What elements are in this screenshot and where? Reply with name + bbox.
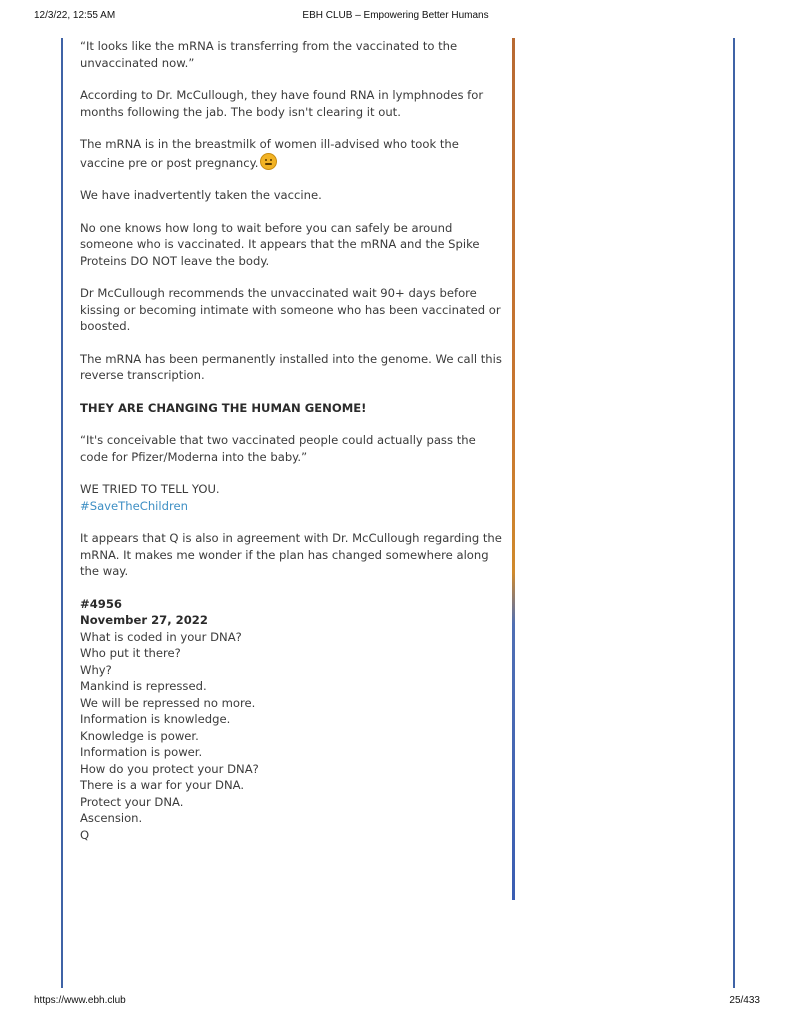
post-paragraph: “It looks like the mRNA is transferring from the vaccinated to the unvaccinated now.” [80, 39, 458, 70]
left-border-line [61, 38, 63, 988]
q-drop [80, 596, 505, 844]
worried-face-emoji-icon [260, 153, 277, 170]
q-drop-line: How do you protect your DNA? [80, 761, 259, 776]
q-drop-line: Why? [80, 662, 112, 677]
page-title: EBH CLUB – Empowering Better Humans [302, 10, 489, 21]
page-number: 25/433 [729, 995, 760, 1006]
post-paragraph: We have inadvertently taken the vaccine. [80, 188, 322, 202]
post-paragraph [80, 136, 505, 171]
q-drop-line: What is coded in your DNA? [80, 629, 242, 644]
post-paragraph: It appears that Q is also in agreement with Dr. McCullough regarding the mRNA. It makes me wonder if the plan has changed somewhere along the way. [80, 531, 502, 578]
q-drop-line: Ascension. [80, 811, 143, 825]
right-border-line [733, 38, 735, 988]
post-text: WE TRIED TO TELL YOU. [80, 482, 220, 496]
q-drop-line: Mankind is repressed. [80, 679, 207, 693]
q-drop-line: Q [80, 827, 90, 842]
q-drop-line: There is a war for your DNA. [80, 778, 245, 792]
q-drop-line: Who put it there? [80, 646, 181, 660]
q-drop-number: #4956 [80, 596, 122, 611]
q-drop-line: We will be repressed no more. [80, 695, 256, 710]
q-drop-date: November 27, 2022 [80, 613, 208, 627]
post-paragraph: The mRNA has been permanently installed into the genome. We call this reverse transcription. [80, 351, 502, 382]
post-text: The mRNA is in the breastmilk of women ill-advised who took the vaccine pre or post pregnancy. [80, 137, 459, 170]
post-paragraph: No one knows how long to wait before you can safely be around someone who is vaccinated. It appears that the mRNA and the Spike Proteins DO NOT leave the body. [80, 220, 480, 268]
post-body [80, 38, 505, 843]
hashtag-link[interactable]: #SaveTheChildren [80, 498, 188, 513]
footer-url: https://www.ebh.club [34, 995, 126, 1006]
post-paragraph: Dr McCullough recommends the unvaccinated wait 90+ days before kissing or becoming intimate with someone who has been vaccinated or boosted. [80, 286, 501, 333]
post-paragraph [80, 481, 505, 514]
q-drop-lines [80, 629, 505, 844]
post-heading: THEY ARE CHANGING THE HUMAN GENOME! [80, 400, 367, 415]
q-drop-line: Information is power. [80, 745, 203, 759]
post-paragraph: “It's conceivable that two vaccinated people could actually pass the code for Pfizer/Moderna into the baby.” [80, 433, 476, 464]
q-drop-line: Information is knowledge. [80, 712, 231, 726]
post-right-border [512, 38, 515, 900]
q-drop-line: Knowledge is power. [80, 728, 199, 743]
q-drop-line: Protect your DNA. [80, 794, 184, 809]
post-paragraph: According to Dr. McCullough, they have found RNA in lymphnodes for months following the jab. The body isn't clearing it out. [80, 88, 484, 119]
print-datetime: 12/3/22, 12:55 AM [34, 10, 116, 21]
